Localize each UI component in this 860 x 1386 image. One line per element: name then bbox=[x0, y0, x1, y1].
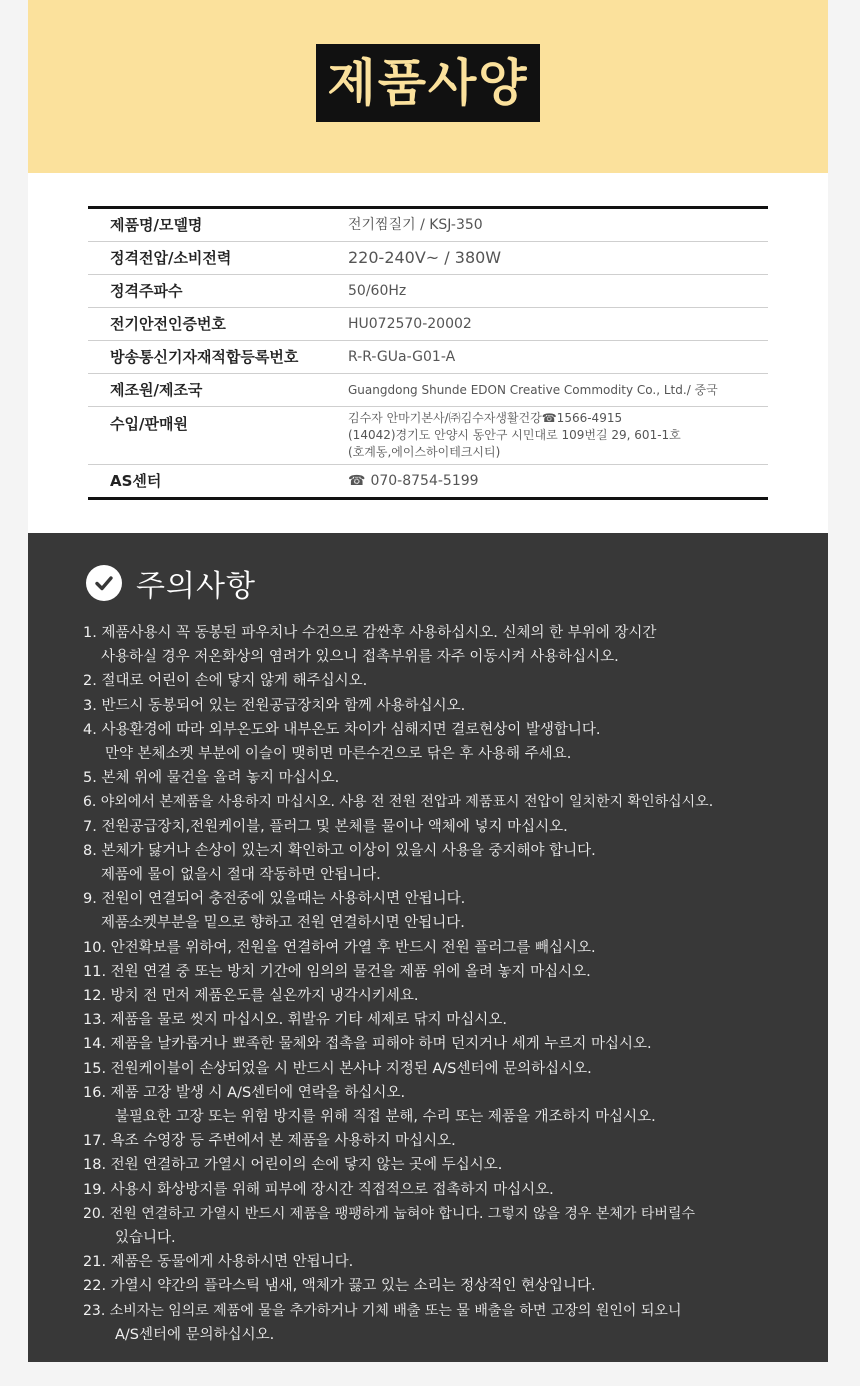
caution-header bbox=[86, 561, 256, 605]
as-phone-number: 070-8754-5199 bbox=[370, 473, 479, 489]
caution-item: 16. 제품 고장 발생 시 A/S센터에 연락을 하십시오. bbox=[83, 1084, 406, 1101]
spec-label: 정격주파수 bbox=[110, 282, 183, 300]
spec-value: Guangdong Shunde EDON Creative Commodity Co., Ltd./ 중국 bbox=[348, 383, 718, 397]
spec-row-importer bbox=[88, 407, 768, 465]
spec-label: 정격전압/소비전력 bbox=[110, 249, 232, 267]
spec-value: 220-240V~ / 380W bbox=[348, 248, 502, 267]
caution-item: 13. 제품을 물로 씻지 마십시오. 휘발유 기타 세제로 닦지 마십시오. bbox=[83, 1012, 507, 1029]
caution-item: 11. 전원 연결 중 또는 방치 기간에 임의의 물건을 제품 위에 올려 놓지 마십시오. bbox=[83, 963, 591, 980]
phone-icon: ☎ bbox=[348, 473, 366, 489]
caution-item: 19. 사용시 화상방지를 위해 피부에 장시간 직접적으로 접촉하지 마십시오. bbox=[83, 1181, 554, 1198]
caution-item: 3. 반드시 동봉되어 있는 전원공급장치와 함께 사용하십시오. bbox=[83, 697, 466, 714]
spec-label: 방송통신기자재적합등록번호 bbox=[110, 348, 299, 366]
spec-row-kc-registration bbox=[88, 341, 768, 374]
caution-item: 18. 전원 연결하고 가열시 어린이의 손에 닿지 않는 곳에 두십시오. bbox=[83, 1157, 503, 1174]
spec-value: R-R-GUa-G01-A bbox=[348, 349, 456, 365]
spec-label: AS센터 bbox=[110, 472, 162, 490]
caution-item: 14. 제품을 날카롭거나 뾰족한 물체와 접촉을 피해야 하며 던지거나 세게 누르지 마십시오. bbox=[83, 1036, 652, 1053]
spec-row-as-center bbox=[88, 465, 768, 497]
spec-value bbox=[328, 465, 768, 497]
spec-table bbox=[88, 206, 768, 500]
importer-line: (호계동,에이스하이테크시티) bbox=[348, 445, 501, 459]
caution-item-continued: 만약 본체소켓 부분에 이슬이 맺히면 마른수건으로 닦은 후 사용해 주세요. bbox=[105, 746, 572, 763]
spec-value: 50/60Hz bbox=[348, 283, 407, 299]
spec-label: 제품명/모델명 bbox=[110, 216, 203, 234]
caution-item: 5. 본체 위에 물건을 올려 놓지 마십시오. bbox=[83, 770, 340, 787]
caution-item-continued: 사용하실 경우 저온화상의 염려가 있으니 접촉부위를 자주 이동시켜 사용하십시오. bbox=[101, 649, 619, 666]
spec-label: 전기안전인증번호 bbox=[110, 315, 226, 333]
caution-item: 8. 본체가 닳거나 손상이 있는지 확인하고 이상이 있을시 사용을 중지해야 합니다. bbox=[83, 842, 596, 859]
caution-item: 22. 가열시 약간의 플라스틱 냄새, 액체가 끓고 있는 소리는 정상적인 현상입니다. bbox=[83, 1278, 596, 1295]
caution-item-continued: A/S센터에 문의하십시오. bbox=[115, 1326, 275, 1343]
spec-label: 제조원/제조국 bbox=[110, 381, 203, 399]
caution-item-continued: 있습니다. bbox=[115, 1230, 176, 1247]
caution-item-continued: 제품에 물이 없을시 절대 작동하면 안됩니다. bbox=[101, 867, 381, 884]
caution-item: 4. 사용환경에 따라 외부온도와 내부온도 차이가 심해지면 결로현상이 발생합니다. bbox=[83, 721, 601, 738]
caution-item: 2. 절대로 어린이 손에 닿지 않게 해주십시오. bbox=[83, 673, 368, 690]
caution-title: 주의사항 bbox=[136, 569, 256, 604]
caution-item: 9. 전원이 연결되어 충전중에 있을때는 사용하시면 안됩니다. bbox=[83, 891, 466, 908]
spec-value bbox=[328, 407, 768, 464]
spec-section bbox=[28, 173, 828, 533]
caution-item: 10. 안전확보를 위하여, 전원을 연결하여 가열 후 반드시 전원 플러그를 빼십시오. bbox=[83, 939, 596, 956]
caution-item: 20. 전원 연결하고 가열시 반드시 제품을 팽팽하게 눕혀야 합니다. 그렇지 않을 경우 본체가 타버릴수 bbox=[83, 1205, 696, 1222]
caution-section bbox=[28, 533, 828, 1362]
importer-line: 김수자 안마기본사/㈜김수자생활건강☎1566-4915 bbox=[348, 411, 623, 425]
caution-item: 23. 소비자는 임의로 제품에 물을 추가하거나 기체 배출 또는 물 배출을 하면 고장의 원인이 되오니 bbox=[83, 1302, 682, 1319]
spec-label: 수입/판매원 bbox=[110, 415, 188, 433]
spec-value: HU072570-20002 bbox=[348, 316, 472, 332]
importer-line: (14042)경기도 안양시 동안구 시민대로 109번길 29, 601-1호 bbox=[348, 428, 681, 442]
caution-item-continued: 제품소켓부분을 밑으로 향하고 전원 연결하시면 안됩니다. bbox=[101, 915, 465, 932]
caution-list bbox=[83, 621, 823, 1347]
page-title: 제품사양 bbox=[316, 44, 540, 122]
caution-item-continued: 불필요한 고장 또는 위험 방지를 위해 직접 분해, 수리 또는 제품을 개조하지 마십시오. bbox=[115, 1109, 656, 1126]
spec-value: 전기찜질기 / KSJ-350 bbox=[348, 217, 483, 233]
caution-item: 21. 제품은 동물에게 사용하시면 안됩니다. bbox=[83, 1254, 354, 1271]
spec-row-manufacturer bbox=[88, 374, 768, 407]
spec-row-safety-cert bbox=[88, 308, 768, 341]
check-circle-icon bbox=[86, 565, 122, 601]
caution-item: 6. 야외에서 본제품을 사용하지 마십시오. 사용 전 전원 전압과 제품표시 전압이 일치한지 확인하십시오. bbox=[83, 794, 714, 811]
spec-row-model bbox=[88, 209, 768, 242]
spec-row-voltage bbox=[88, 242, 768, 275]
caution-item: 12. 방치 전 먼저 제품온도를 실온까지 냉각시키세요. bbox=[83, 988, 419, 1005]
caution-item: 15. 전원케이블이 손상되었을 시 반드시 본사나 지정된 A/S센터에 문의하십시오. bbox=[83, 1060, 592, 1077]
caution-item: 1. 제품사용시 꼭 동봉된 파우치나 수건으로 감싼후 사용하십시오. 신체의 한 부위에 장시간 bbox=[83, 625, 657, 641]
caution-item: 7. 전원공급장치,전원케이블, 플러그 및 본체를 물이나 액체에 넣지 마십시오. bbox=[83, 818, 568, 835]
spec-header-banner bbox=[28, 0, 828, 173]
caution-item: 17. 욕조 수영장 등 주변에서 본 제품을 사용하지 마십시오. bbox=[83, 1133, 456, 1150]
spec-row-frequency bbox=[88, 275, 768, 308]
